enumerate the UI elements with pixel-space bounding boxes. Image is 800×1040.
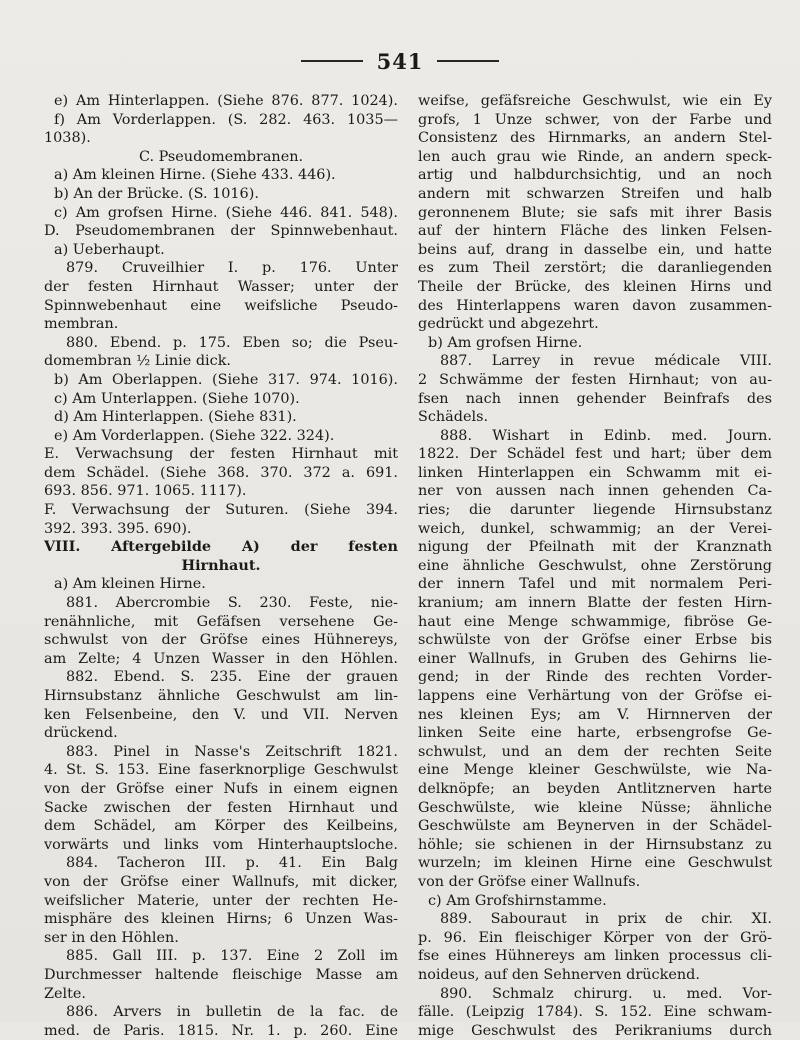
left-text-line: e) Am Vorderlappen. (Siehe 322. 324). bbox=[54, 427, 335, 444]
left-text-line: 392. 393. 395. 690). bbox=[44, 520, 192, 537]
right-text-line: 888. Wishart in Edinb. med. Journ. bbox=[440, 427, 772, 444]
right-text-line: einer Wallnufs, in Gruben des Gehirns lie- bbox=[418, 650, 772, 667]
right-text-line: eine Menge kleiner Geschwülste, wie Na- bbox=[418, 762, 772, 779]
right-text-line: fse eines Hühnereys am linken processus cli- bbox=[418, 948, 772, 965]
left-text-line: domembran ½ Linie dick. bbox=[44, 353, 232, 370]
right-text-line: kranium; am innern Blatte der festen Hirn- bbox=[418, 595, 772, 612]
left-text-line: Sacke zwischen der festen Hirnhaut und bbox=[44, 799, 398, 816]
right-text-line: gedrückt und abgezehrt. bbox=[418, 316, 599, 333]
left-text-line: C. Pseudomembranen. bbox=[138, 148, 304, 165]
left-text-line: 881. Abercrombie S. 230. Feste, nie- bbox=[66, 595, 398, 612]
left-text-line: b) An der Brücke. (S. 1016). bbox=[54, 185, 259, 202]
left-text-line: 884. Tacheron III. p. 41. Ein Balg bbox=[66, 855, 398, 872]
left-text-line: der festen Hirnhaut Wasser; unter der bbox=[44, 278, 398, 295]
right-text-line: auf der hintern Fläche des linken Felsen- bbox=[418, 223, 772, 240]
right-text-line: 1822. Der Schädel fest und hart; über dem bbox=[418, 446, 772, 463]
left-text-line: 885. Gall III. p. 137. Eine 2 Zoll im bbox=[66, 948, 398, 965]
right-text-line: Geschwülste am Beynerven in der Schädel- bbox=[418, 818, 772, 835]
right-text-line: schwulst, und an dem der rechten Seite bbox=[418, 743, 772, 760]
right-text-line: nigung der Pfeilnath mit der Kranznath bbox=[418, 539, 772, 556]
left-text-line: a) Ueberhaupt. bbox=[54, 241, 165, 258]
left-text-line: renähnliche, mit Gefäfsen versehene Ge- bbox=[44, 613, 398, 630]
left-text-column bbox=[44, 92, 398, 1040]
right-text-line: len auch grau wie Rinde, an andern speck- bbox=[418, 148, 772, 165]
left-text-line: F. Verwachsung der Suturen. (Siehe 394. bbox=[44, 502, 398, 519]
right-text-line: linken Hinterlappen ein Schwamm mit ei- bbox=[418, 464, 772, 481]
right-text-line: delknöpfe; an beyden Antlitznerven harte bbox=[418, 780, 772, 797]
left-text-line: Hirnhaut. bbox=[181, 556, 261, 574]
left-text-line: dem Schädel, am Körper des Keilbeins, bbox=[44, 818, 398, 835]
right-text-line: Consistenz des Hirnmarks, an andern Stel- bbox=[418, 130, 772, 147]
left-text-line: Durchmesser haltende fleischige Masse am bbox=[44, 966, 398, 983]
left-text-line: von der Gröfse einer Nufs in einem eignen bbox=[44, 780, 398, 797]
left-text-line: 879. Cruveilhier I. p. 176. Unter bbox=[66, 260, 398, 277]
left-text-line: weifslicher Materie, unter der rechten He- bbox=[44, 892, 398, 909]
right-text-line: lappens eine Verhärtung von der Gröfse ei- bbox=[418, 688, 772, 704]
left-text-line: b) Am Oberlappen. (Siehe 317. 974. 1016). bbox=[54, 371, 398, 388]
right-text-line: höhle; sie schienen in der Hirnsubstanz zu bbox=[418, 836, 772, 853]
left-text-line: membran. bbox=[44, 316, 119, 333]
left-text-line: c) Am Unterlappen. (Siehe 1070). bbox=[54, 390, 300, 407]
page-number: 541 bbox=[376, 48, 424, 74]
left-text-line: d) Am Hinterlappen. (Siehe 831). bbox=[54, 409, 297, 426]
right-text-line: c) Am Grofshirnstamme. bbox=[428, 892, 607, 909]
left-text-line: Zelte. bbox=[44, 985, 86, 1002]
right-text-line: des Hinterlappens waren davon zusammen- bbox=[418, 297, 772, 314]
left-text-line: Spinnwebenhaut eine weifsliche Pseudo- bbox=[44, 297, 398, 314]
right-text-line: 890. Schmalz chirurg. u. med. Vor- bbox=[440, 985, 772, 1002]
right-text-line: Geschwülste, wie kleine Nüsse; ähnliche bbox=[418, 799, 772, 816]
right-text-line: nes kleinen Eys; am V. Hirnnerven der bbox=[418, 706, 772, 723]
left-text-line: 883. Pinel in Nasse's Zeitschrift 1821. bbox=[66, 743, 398, 760]
left-text-line: 880. Ebend. p. 175. Eben so; die Pseu- bbox=[66, 334, 398, 351]
header-rule-right bbox=[437, 60, 499, 62]
header-rule-left bbox=[301, 60, 363, 62]
right-text-line: beins auf, drang in dasselbe ein, und hatte bbox=[418, 241, 772, 258]
left-text-line: misphäre des kleinen Hirns; 6 Unzen Was- bbox=[44, 911, 398, 928]
right-text-line: 887. Larrey in revue médicale VIII. bbox=[440, 353, 772, 370]
left-text-line: c) Am grofsen Hirne. (Siehe 446. 841. 548). bbox=[54, 204, 398, 221]
left-text-line: dem Schädel. (Siehe 368. 370. 372 a. 691. bbox=[44, 464, 398, 481]
right-text-line: Theile der Brücke, des kleinen Hirns und bbox=[418, 278, 772, 295]
right-text-line: weich, dunkel, schwammig; an der Verei- bbox=[418, 520, 772, 537]
left-text-line: a) Am kleinen Hirne. (Siehe 433. 446). bbox=[54, 167, 336, 184]
left-text-line: Hirnsubstanz ähnliche Geschwulst am lin- bbox=[44, 688, 398, 704]
right-text-line: von der Gröfse einer Wallnufs. bbox=[418, 873, 641, 890]
right-text-line: 889. Sabouraut in prix de chir. XI. bbox=[440, 911, 772, 928]
right-text-line: ries; die darunter liegende Hirnsubstanz bbox=[418, 502, 772, 519]
left-text-line: am Zelte; 4 Unzen Wasser in den Höhlen. bbox=[44, 650, 398, 667]
left-text-line: von der Gröfse einer Wallnufs, mit dicker, bbox=[44, 873, 398, 890]
left-text-line: VIII. Aftergebilde A) der festen bbox=[44, 538, 398, 556]
right-text-line: andern mit schwarzen Streifen und halb bbox=[418, 185, 772, 202]
left-text-line: 886. Arvers in bulletin de la fac. de bbox=[66, 1004, 398, 1021]
page-header bbox=[0, 46, 800, 76]
right-text-line: ner von aussen nach innen gehenden Ca- bbox=[418, 483, 772, 500]
right-text-line: es zum Theil zerstört; die daranliegenden bbox=[418, 260, 772, 277]
right-text-line: 2 Schwämme der festen Hirnhaut; von au- bbox=[418, 371, 772, 388]
right-text-line: weifse, gefäfsreiche Geschwulst, wie ein Ey bbox=[418, 93, 772, 109]
right-text-line: der innern Tafel und mit normalem Peri- bbox=[418, 576, 772, 593]
left-text-line: 4. St. S. 153. Eine faserknorplige Geschwulst bbox=[44, 762, 398, 779]
right-text-line: artig und halbdurchsichtig, und an noch bbox=[418, 167, 772, 184]
right-text-line: linken Seite eine harte, erbsengrofse Ge- bbox=[418, 725, 772, 742]
left-text-line: e) Am Hinterlappen. (Siehe 876. 877. 1024). bbox=[54, 93, 398, 109]
left-text-line: ser in den Höhlen. bbox=[44, 929, 179, 946]
right-text-line: grofs, 1 Unze schwer, von der Farbe und bbox=[418, 111, 772, 128]
right-text-line: haut eine Menge schwammige, fibröse Ge- bbox=[418, 613, 772, 630]
left-text-line: D. Pseudomembranen der Spinnwebenhaut. bbox=[44, 223, 398, 240]
right-text-line: eine ähnliche Geschwulst, ohne Zerstörung bbox=[418, 557, 772, 574]
right-text-line: fälle. (Leipzig 1784). S. 152. Eine schwam- bbox=[418, 1004, 772, 1021]
right-text-line: noideus, auf den Sehnerven drückend. bbox=[418, 966, 700, 983]
right-text-line: Schädels. bbox=[418, 409, 489, 426]
left-text-line: ken Felsenbeine, den V. und VII. Nerven bbox=[44, 706, 398, 723]
left-text-line: f) Am Vorderlappen. (S. 282. 463. 1035— bbox=[54, 111, 398, 128]
left-text-line: schwulst von der Gröfse eines Hühnereys, bbox=[44, 632, 398, 649]
left-text-line: a) Am kleinen Hirne. bbox=[54, 576, 206, 593]
left-text-line: drückend. bbox=[44, 725, 118, 742]
right-text-line: geronnenem Blute; sie safs mit ihrer Basis bbox=[418, 204, 772, 221]
right-text-line: gend; in der Rinde des rechten Vorder- bbox=[418, 669, 772, 686]
right-text-line: schwülste von der Gröfse einer Erbse bis bbox=[418, 632, 772, 649]
right-text-line: b) Am grofsen Hirne. bbox=[428, 334, 583, 351]
left-text-line: 693. 856. 971. 1065. 1117). bbox=[44, 483, 247, 500]
right-text-line: p. 96. Ein fleischiger Körper von der Grö- bbox=[418, 929, 772, 946]
left-text-line: med. de Paris. 1815. Nr. 1. p. 260. Eine bbox=[44, 1022, 398, 1039]
right-text-line: fsen nach innen gehender Beinfrafs des bbox=[418, 390, 772, 407]
right-text-column bbox=[418, 92, 772, 1040]
left-text-line: vorwärts und links vom Hinterhauptsloche. bbox=[44, 836, 398, 853]
left-text-line: E. Verwachsung der festen Hirnhaut mit bbox=[44, 446, 398, 463]
left-text-line: 882. Ebend. S. 235. Eine der grauen bbox=[66, 669, 398, 686]
right-text-line: mige Geschwulst des Perikraniums durch bbox=[418, 1022, 772, 1039]
right-text-line: wurzeln; im kleinen Hirne eine Geschwulst bbox=[418, 855, 772, 872]
left-text-line: 1038). bbox=[44, 130, 91, 147]
